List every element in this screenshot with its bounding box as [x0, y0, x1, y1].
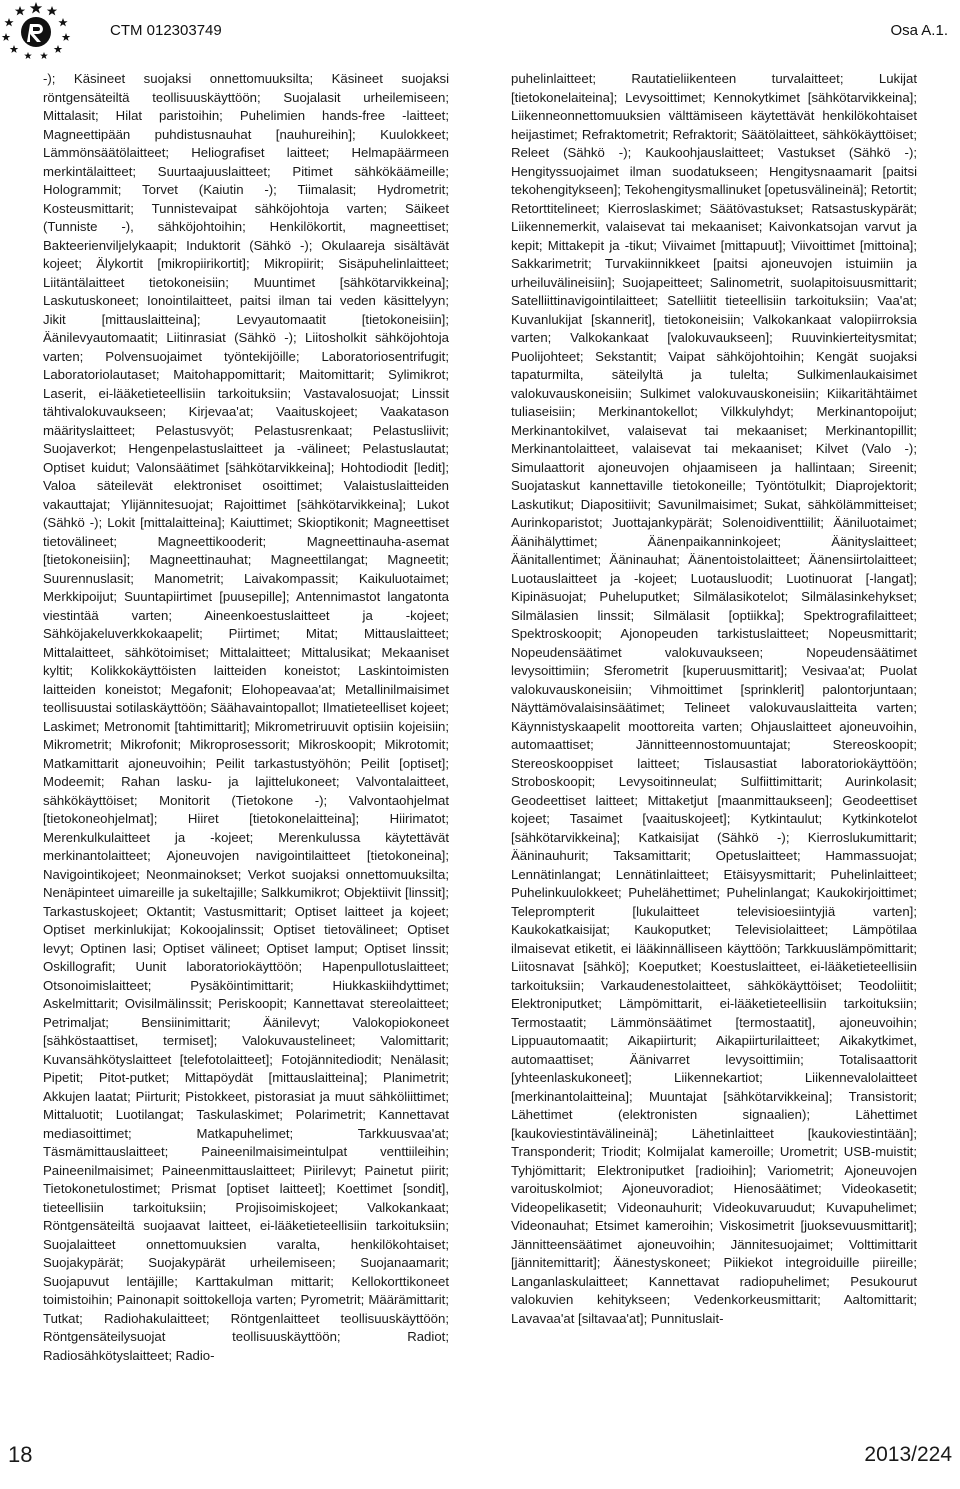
page-header [0, 0, 960, 60]
document-number: CTM 012303749 [110, 22, 222, 39]
text-column-right: puhelinlaitteet; Rautatieliikenteen turvalaitteet; Lukijat [tietokonelaiteina]; Levysoittimet; Kennokytkimet [sähkötarvikkeina]; Liikenneonnettomuuksien välttämiseen käytettävät henkilökohtaiset heijastimet; Refraktometrit; Refraktorit; Säätölaitteet, sähkökäyttöiset; Releet (Sähkö -); Kaukoohjauslaitteet; Vastukset (Sähkö -); Hengityssuojaimet ilman suodatukseen; Hengitysnaamarit [paitsi tekohengitykseen]; Tekohengitysmallinuket [opetusvälineinä]; Retortit; Retorttitelineet; Kierroslaskimet; Säätövastukset; Ratsastuskypärät; Liikennemerkit, valaisevat tai mekaaniset; Kaivonkatsojan varvut ja kepit; Mittakepit ja -tikut; Viivaimet [mittapuut]; Viivoittimet [mittoina]; Sakkarimetrit; Turvakiinnikkeet [paitsi ajoneuvojen istuimiin ja urheiluvälineisiin]; Suojapeitteet; Salinometrit, suolapitoisuusmittarit; Satelliittinavigointilaitteet; Satelliitit tieteellisiin tarkoituksiin; Vaa'at; Kuvanlukijat [skannerit], tietokoneisiin; Valkokankaat valopiirroksia varten; Valkokankaat [valokuvaukseen]; Ruuvinkierteitysmitat; Puolijohteet; Sekstantit; Vaipat sähköjohtoihin; Kengät suojaksi tapaturmilta, säteilyltä ja tulelta; Sulkimenlaukaisimet valokuvauskoneisiin; Sulkimet valokuvauskoneisiin; Kiikaritähtäimet tuliaseisiin; Merkinantokellot; Vilkkulyhdyt; Merkinantopoijut; Merkinantokilvet, valaisevat tai mekaaniset; Merkinantopillit; Merkinantolaitteet, valaisevat tai mekaaniset; Kilvet (Valo -); Simulaattorit ajoneuvojen ohjaamiseen ja hallintaan; Sireenit; Suojataskut kannettaville tietokoneille; Työntötulkit; Diaprojektorit; Laskutikut; Diapositiivit; Savunilmaisimet; Sukat, sähkölämmitteiset; Aurinkoparistot; Juottajankypärät; Solenoidiventtiilit; Ääniluotaimet; Äänihälyttimet; Äänenpaikanninkojeet; Äänityslaitteet; Äänitallentimet; Ääninauhat; Äänentoistolaitteet; Äänensiirtolaitteet; Luotauslaitteet ja -kojeet; Luotausluodit; Luotinuorat [-langat]; Kipinäsuojat; Puheluputket; Silmälasikotelot; Silmälasinkehykset; Silmälasien linssit; Silmälasit [optiikka]; Spektrografilaitteet; Spektroskoopit; Ajonopeuden tarkistuslaitteet; Nopeusmittarit; Nopeudensäätimet valokuvaukseen; Nopeudensäätimet levysoittimiin; Sferometrit [kuperuusmittarit]; Vesivaa'at; Puolat valokuvauskoneisiin; Vihmoittimet [sprinklerit] palontorjuntaan; Näyttämövalaisinsäätimet; Telineet valokuvauslaitteita varten; Käynnistyskaapelit moottoreita varten; Ohjauslaitteet ajoneuvoihin, automaattiset; Jännitteennostomuuntajat; Stereoskoopit; Stereoskooppiset laitteet; Tislausastiat laboratoriokäyttöön; Stroboskoopit; Levysoitinneulat; Sulfiittimittarit; Aurinkolasit; Geodeettiset laitteet; Mittaketjut [maanmittaukseen]; Geodeettiset kojeet; Tasaimet [vaaituskojeet]; Kytkintaulut; Kytkinkotelot [sähkötarvikkeina]; Katkaisijat (Sähkö -); Kierroslukumittarit; Ääninauhurit; Taksamittarit; Opetuslaitteet; Hammassuojat; Lennätinlangat; Lennätinlaitteet; Etäisyysmittarit; Puhelinlaitteet; Puhelinkuulokkeet; Puhelähettimet; Puhelinlangat; Kaukokirjoittimet; Teleprompterit [lukulaitteet televisioesiintyjiä varten]; Kaukokatkaisijat; Kaukoputket; Televisiolaitteet; Lämpötilaa ilmaisevat etiketit, ei lääkinnälliseen käyttöön; Tarkkuuslämpömittarit; Liitosnavat [sähkö]; Koeputket; Koestuslaitteet, ei-lääketieteellisiin tarkoituksiin; Varkaudenestolaitteet, sähkökäyttöiset; Teodoliitit; Elektroniputket; Lämpömittarit, ei-lääketieteellisiin tarkoituksiin; Termostaatit; Lämmönsäätimet [termostaatit], ajoneuvoihin; Lippuautomaatit; Aikapiirturit; Aikapiirturilaitteet; Aikakytkimet, automaattiset; Äänivarret levysoittimiin; Totalisaattorit [yhteenlaskukoneet]; Liikennekartiot; Liikennevalolaitteet [merkinantolaitteina]; Muuntajat [sähkötarvikkeina]; Transistorit; Lähettimet (elektronisten signaalien); Lähettimet [kaukoviestintävälineinä]; Lähetinlaitteet [kaukoviestintään]; Transponderit; Triodit; Kolmijalat kameroille; Urometrit; USB-muistit; Tyhjömittarit; Elektroniputket [radioihin]; Variometrit; Ajoneuvojen varoituskolmiot; Ajoneuvoradiot; Hienosäätimet; Videokasetit; Videopelikasetit; Videonauhurit; Videokuvaruudut; Kuvapuhelimet; Videonauhat; Etsimet kameroihin; Viskosimetrit [juoksevuusmittarit]; Jännitteensäätimet ajoneuvoihin; Jännitesuojaimet; Volttimittarit [jännitemittarit]; Äänestyskoneet; Piikiekot integroiduille piireille; Langanlaskulaitteet; Kannettavat radiopuhelimet; Pesukourut valokuvien kehitykseen; Vedenkorkeusmittarit; Aaltomittarit; Lavavaa'at [siltavaa'at]; Punnituslait- [511, 71, 917, 1326]
section-label: Osa A.1. [890, 22, 948, 39]
text-column-left: -); Käsineet suojaksi onnettomuuksilta; Käsineet suojaksi röntgensäteiltä teollisuuskäyttöön; Suojalasit urheilemiseen; Mittalasit; Hilat paristoihin; Puhelimien hands-free -laitteet; Magneettipään puhdistusnauhat [nauhureihin]; Kuulokkeet; Lämmönsäätölaitteet; Heliografiset laitteet; Helmapäärmeen merkintälaitteet; Suurtaajuuslaitteet; Pitimet sähkökäämeille; Hologrammit; Torvet (Kaiutin -); Tiimalasit; Hydrometrit; Kosteusmittarit; Tunnistevaipat sähköjohtoja varten; Säikeet (Tunniste -), sähköjohtoihin; Henkilökortit, magneettiset; Bakteerienviljelykaapit; Induktorit (Sähkö -); Okulaareja sisältävät kojeet; Älykortit [mikropiirikortit]; Mikropiirit; Sisäpuhelinlaitteet; Liitäntälaitteet tietokoneisiin; Muuntimet [sähkötarvikkeina]; Laskutuskoneet; Ionointilaitteet, paitsi ilman tai veden käsittelyyn; Jikit [mittauslaitteina]; Levyautomaatit [tietokoneisiin]; Äänilevyautomaatit; Liitinrasiat (Sähkö -); Liitosholkit sähköjohtoja varten; Polvensuojaimet työntekijöille; Laboratoriosentrifugit; Laboratoriolautaset; Maitohappomittarit; Maitomittarit; Sylimikrot; Laserit, ei-lääketieteellisiin tarkoituksiin; Vastavalosuojat; Linssit tähtivalokuvaukseen; Kirjevaa'at; Vaaituskojeet; Vaakatason määrityslaitteet; Pelastusvyöt; Pelastusrenkaat; Pelastusliivit; Suojaverkot; Hengenpelastuslaitteet ja -välineet; Pelastuslautat; Optiset kuidut; Valonsäätimet [sähkötarvikkeina]; Hohtodiodit [ledit]; Valoa säteilevät elektroniset osoittimet; Valaistuslaitteiden vakauttajat; Ylijännitesuojat; Rajoittimet [sähkötarvikkeina]; Lukot (Sähkö -); Lokit [mittalaitteina]; Kaiuttimet; Skioptikonit; Magneettiset tietovälineet; Magneettikooderit; Magneettinauha-asemat [tietokoneisiin]; Magneettinauhat; Magneettilangat; Magneetit; Suurennuslasit; Manometrit; Laivakompassit; Kaikuluotaimet; Merkkipoijut; Suuntapiirtimet [puusepille]; Antennimastot langatonta viestintää varten; Aineenkoestuslaitteet ja -kojeet; Sähköjakeluverkkokaapelit; Piirtimet; Mitat; Mittauslaitteet; Mittalaitteet, sähkötoimiset; Mittalaitteet; Mittalusikat; Mekaaniset kyltit; Kolikkokäyttöisten laitteiden koneistot; Laskintoimisten laitteiden koneistot; Megafonit; Elohopeavaa'at; Metallinilmaisimet teollisuustai sotilaskäyttöön; Säähavaintopallot; Ilmatieteelliset kojeet; Laskimet; Metronomit [tahtimittarit]; Mikrometriruuvit optisiin kojeisiin; Mikrometrit; Mikrofonit; Mikroprosessorit; Mikroskoopit; Mikrotomit; Matkamittarit ajoneuvoihin; Peilit tarkastustyöhön; Peilit [optiset]; Modeemit; Rahan lasku- ja lajittelukoneet; Valvontalaitteet, sähkökäyttöiset; Monitorit (Tietokone -); Valvontaohjelmat [tietokoneohjelmat]; Hiiret [tietokonelaitteina]; Hiirimatot; Merenkulkulaitteet ja -kojeet; Merenkulussa käytettävät merkinantolaitteet; Ajoneuvojen navigointilaitteet [tietokoneina]; Navigointikojeet; Neonmainokset; Verkot suojaksi onnettomuuksilta; Nenäpinteet uimareille ja sukeltajille; Salkkumikrot; Objektiivit [linssit]; Tarkastuskojeet; Oktantit; Vastusmittarit; Optiset laitteet ja kojeet; Optiset merkinlukijat; Kokoojalinssit; Optiset tietovälineet; Optiset levyt; Optinen lasi; Optiset välineet; Optiset lamput; Optiset linssit; Oskillografit; Uunit laboratoriokäyttöön; Hapenpullotuslaitteet; Otsonoimislaitteet; Pysäköintimittarit; Hiukkaskiihdyttimet; Askelmittarit; Ovisilmälinssit; Periskoopit; Kannettavat stereolaitteet; Petrimaljat; Bensiinimittarit; Äänilevyt; Valokopiokoneet [sähköstaattiset, termiset]; Valokuvaustelineet; Valomittarit; Kuvansähkötyslaitteet [telefotolaitteet]; Fotojännitediodit; Nenälasit; Pipetit; Pitot-putket; Mittapöydät [mittauslaitteina]; Planimetrit; Akkujen laatat; Piirturit; Pistokkeet, pistorasiat ja muut sähköliittimet; Mittaluotit; Luotilangat; Taskulaskimet; Polarimetrit; Kannettavat mediasoittimet; Matkapuhelimet; Tarkkuusvaa'at; Täsmämittauslaitteet; Paineenilmaisimeintulpat venttiileihin; Paineenilmaisimet; Paineenmittauslaitteet; Piirilevyt; Painetut piirit; Tietokonetulostimet; Prismat [optiset laitteet]; Koettimet [sondit], tieteellisiin tarkoituksiin; Projisoimiskojeet; Valkokankaat; Röntgensäteiltä suojaavat laitteet, ei-lääketieteellisiin tarkoituksiin; Suojalaitteet onnettomuuksien varalta, henkilökohtaiset; Suojakypärät; Suojakypärät urheilemiseen; Suojanaamarit; Suojapuvut lentäjille; Karttakulman mittarit; Kellokorttikoneet toimistoihin; Painonapit soittokelloja varten; Pyrometrit; Määrämittarit; Tutkat; Radiohakulaitteet; Röntgenlaitteet teollisuuskäyttöön; Röntgensäteilysuojat teollisuuskäyttöön; Radiot; Radiosähkötyslaitteet; Radio- [43, 71, 449, 1363]
page-number: 18 [8, 1442, 33, 1467]
eu-stars-r-emblem-icon [0, 0, 72, 60]
text-columns [43, 70, 917, 1406]
issue-number: 2013/224 [864, 1443, 952, 1466]
